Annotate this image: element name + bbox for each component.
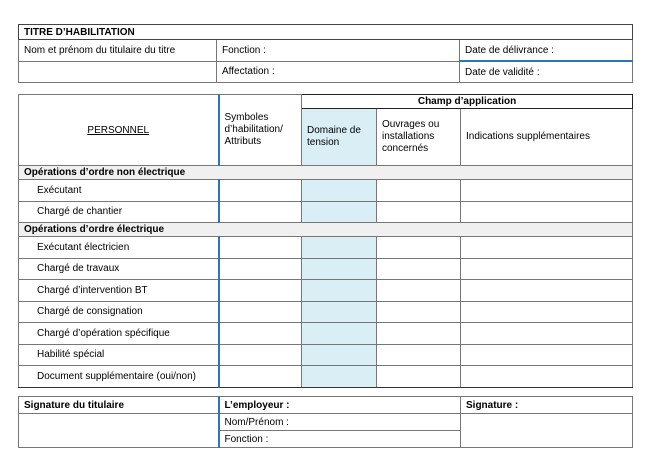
ouvrages-cell[interactable] [377, 180, 461, 202]
document-title: TITRE D’HABILITATION [19, 25, 633, 40]
personnel-header: PERSONNEL [19, 95, 219, 166]
ouvrages-cell[interactable] [377, 201, 461, 223]
indications-cell[interactable] [461, 301, 633, 323]
symbol-cell[interactable] [219, 280, 302, 302]
role-label: Chargé de chantier [19, 201, 219, 223]
indications-cell[interactable] [461, 180, 633, 202]
function-label[interactable]: Fonction : [217, 40, 460, 62]
symbol-cell[interactable] [219, 366, 302, 388]
ouvrages-cell[interactable] [377, 323, 461, 345]
role-label: Document supplémentaire (oui/non) [19, 366, 219, 388]
role-label: Habilité spécial [19, 344, 219, 366]
delivery-date-label[interactable]: Date de délivrance : [460, 40, 633, 62]
indications-cell[interactable] [461, 280, 633, 302]
domaine-cell[interactable] [302, 237, 377, 259]
role-label: Chargé d’intervention BT [19, 280, 219, 302]
table-row [19, 258, 633, 280]
ouvrages-cell[interactable] [377, 258, 461, 280]
domaine-tension-header: Domaine de tension [302, 109, 377, 166]
role-label: Exécutant [19, 180, 219, 202]
champ-application-header: Champ d’application [302, 95, 633, 109]
ouvrages-cell[interactable] [377, 301, 461, 323]
ouvrages-header: Ouvrages ou installations concernés [377, 109, 461, 166]
indications-cell[interactable] [461, 323, 633, 345]
domaine-cell[interactable] [302, 301, 377, 323]
table-row [19, 237, 633, 259]
table-row [19, 344, 633, 366]
table-row [19, 301, 633, 323]
table-row [19, 180, 633, 202]
role-label: Exécutant électricien [19, 237, 219, 259]
ouvrages-cell[interactable] [377, 366, 461, 388]
indications-cell[interactable] [461, 366, 633, 388]
employer-function-label[interactable]: Fonction : [219, 431, 461, 448]
symbol-cell[interactable] [219, 201, 302, 223]
assignment-label[interactable]: Affectation : [217, 61, 460, 83]
symbols-header: Symboles d’habilitation/ Attributs [219, 95, 302, 166]
role-label: Chargé d’opération spécifique [19, 323, 219, 345]
symbol-cell[interactable] [219, 323, 302, 345]
table-row [19, 201, 633, 223]
section-non-electrique: Opérations d’ordre non électrique [19, 166, 633, 180]
table-row [19, 280, 633, 302]
ouvrages-cell[interactable] [377, 344, 461, 366]
holder-signature-label: Signature du titulaire [19, 397, 219, 414]
authorization-table [18, 94, 633, 388]
table-row [19, 366, 633, 388]
holder-signature-field[interactable] [19, 414, 219, 448]
validity-date-label[interactable]: Date de validité : [460, 61, 633, 83]
role-label: Chargé de consignation [19, 301, 219, 323]
domaine-cell[interactable] [302, 280, 377, 302]
signature-label: Signature : [461, 397, 633, 414]
symbol-cell[interactable] [219, 301, 302, 323]
indications-header: Indications supplémentaires [461, 109, 633, 166]
symbol-cell[interactable] [219, 258, 302, 280]
holder-name-field[interactable] [19, 61, 217, 83]
holder-name-label: Nom et prénom du titulaire du titre [19, 40, 217, 62]
symbol-cell[interactable] [219, 344, 302, 366]
domaine-cell[interactable] [302, 258, 377, 280]
indications-cell[interactable] [461, 201, 633, 223]
domaine-cell[interactable] [302, 344, 377, 366]
indications-cell[interactable] [461, 258, 633, 280]
section-electrique: Opérations d’ordre électrique [19, 223, 633, 237]
signature-table [18, 396, 633, 448]
symbol-cell[interactable] [219, 237, 302, 259]
employer-label: L’employeur : [219, 397, 461, 414]
employer-signature-field[interactable] [461, 414, 633, 448]
indications-cell[interactable] [461, 237, 633, 259]
indications-cell[interactable] [461, 344, 633, 366]
employer-name-label[interactable]: Nom/Prénom : [219, 414, 461, 431]
domaine-cell[interactable] [302, 201, 377, 223]
symbol-cell[interactable] [219, 180, 302, 202]
role-label: Chargé de travaux [19, 258, 219, 280]
title-table [18, 24, 633, 83]
domaine-cell[interactable] [302, 180, 377, 202]
ouvrages-cell[interactable] [377, 237, 461, 259]
ouvrages-cell[interactable] [377, 280, 461, 302]
table-row [19, 323, 633, 345]
domaine-cell[interactable] [302, 366, 377, 388]
domaine-cell[interactable] [302, 323, 377, 345]
